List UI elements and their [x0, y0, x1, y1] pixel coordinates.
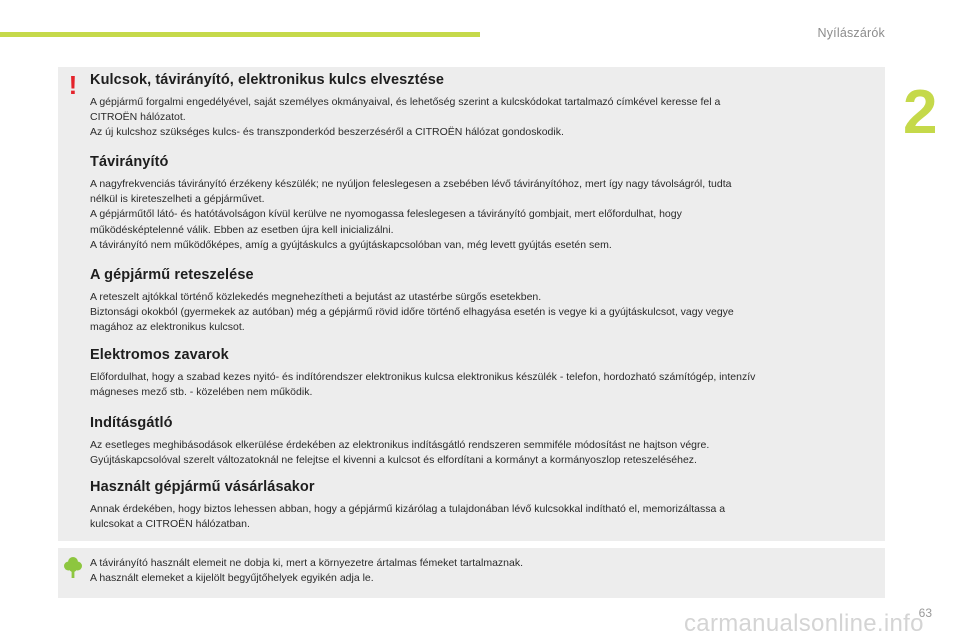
- section-body: Az esetleges meghibásodások elkerülése érdekében az elektronikus indításgátló rendszeren semmiféle módosítást ne hajtson végre. Gyújtáskapcsolóval szerelt változatoknál ne felejtse el kivenni a kulcsot és elfordítani a kormányt a kormányoszlop reteszeléséhez.: [90, 439, 710, 467]
- section-body: Előfordulhat, hogy a szabad kezes nyitó- és indítórendszer elektronikus kulcsa elektronikus készülék - telefon, hordozható számítógép, intenzív mágneses mező stb. - közelében nem működik.: [90, 371, 756, 399]
- page-header-title: Nyílászárók: [817, 26, 885, 40]
- section-heading: Távirányító: [90, 154, 169, 170]
- section-heading: Kulcsok, távirányító, elektronikus kulcs elvesztése: [90, 72, 445, 88]
- section-electrical-interference: [90, 347, 755, 400]
- section-remote-control: [90, 154, 731, 253]
- chapter-number: 2: [903, 78, 938, 147]
- section-lost-keys: [90, 72, 878, 141]
- section-heading: A gépjármű reteszelése: [90, 267, 254, 283]
- section-body: A reteszelt ajtókkal történő közlekedés megnehezítheti a bejutást az utastérbe sürgős esetekben. Biztonsági okokból (gyermekek az autóban) még a gépjármű rövid időre történő elhagyása esetén is vegye ki a gyújtáskulcsot, vagy vegye magához az elektronikus kulcsot.: [90, 291, 734, 334]
- eco-note: A távirányító használt elemeit ne dobja ki, mert a környezetre ártalmas fémeket tartalmaznak. A használt elemeket a kijelölt begyűjtőhelyek egyikén adja le.: [90, 557, 524, 585]
- section-vehicle-locking: [90, 267, 734, 336]
- section-used-vehicle: [90, 479, 725, 532]
- section-body: A gépjármű forgalmi engedélyével, saját személyes okmányaival, és lehetőség szerint a kulcskódokat tartalmazó címkével keresse fel a CITROËN hálózatot. Az új kulcshoz szükséges kulcs- és transzponderkód beszerzéséről a CITROËN hálózat gondoskodik.: [90, 96, 721, 139]
- section-heading: Indításgátló: [90, 415, 173, 431]
- watermark: carmanualsonline.info: [684, 610, 924, 637]
- section-heading: Elektromos zavarok: [90, 347, 229, 363]
- tree-icon: [63, 556, 83, 578]
- warning-content: [90, 72, 878, 531]
- page-number: 63: [918, 606, 932, 620]
- section-immobiliser: [90, 415, 709, 468]
- section-heading: Használt gépjármű vásárlásakor: [90, 479, 315, 495]
- header-accent-rule: [0, 32, 480, 37]
- section-body: Annak érdekében, hogy biztos lehessen abban, hogy a gépjármű kizárólag a tulajdonában lévő kulcsokkal indítható el, memorizáltassa a kulcsokat a CITROËN hálózatban.: [90, 503, 726, 531]
- section-body: A nagyfrekvenciás távirányító érzékeny készülék; ne nyúljon feleslegesen a zsebében lévő távirányítóhoz, mert így nagy távolságról, tudta nélkül is kireteszelheti a gépjárművet. A gépjárműtől látó- és hatótávolságon kívül kerülve ne nyomogassa feleslegesen a távirányító gombjait, mert előfordulhat, hogy működésképtelenné válik. Ebben az esetben újra kell inicializálni. A távirányító nem működőképes, amíg a gyújtáskulcs a gyújtáskapcsolóban van, még levett gyújtás esetén sem.: [90, 178, 732, 251]
- exclamation-icon: !: [68, 70, 78, 100]
